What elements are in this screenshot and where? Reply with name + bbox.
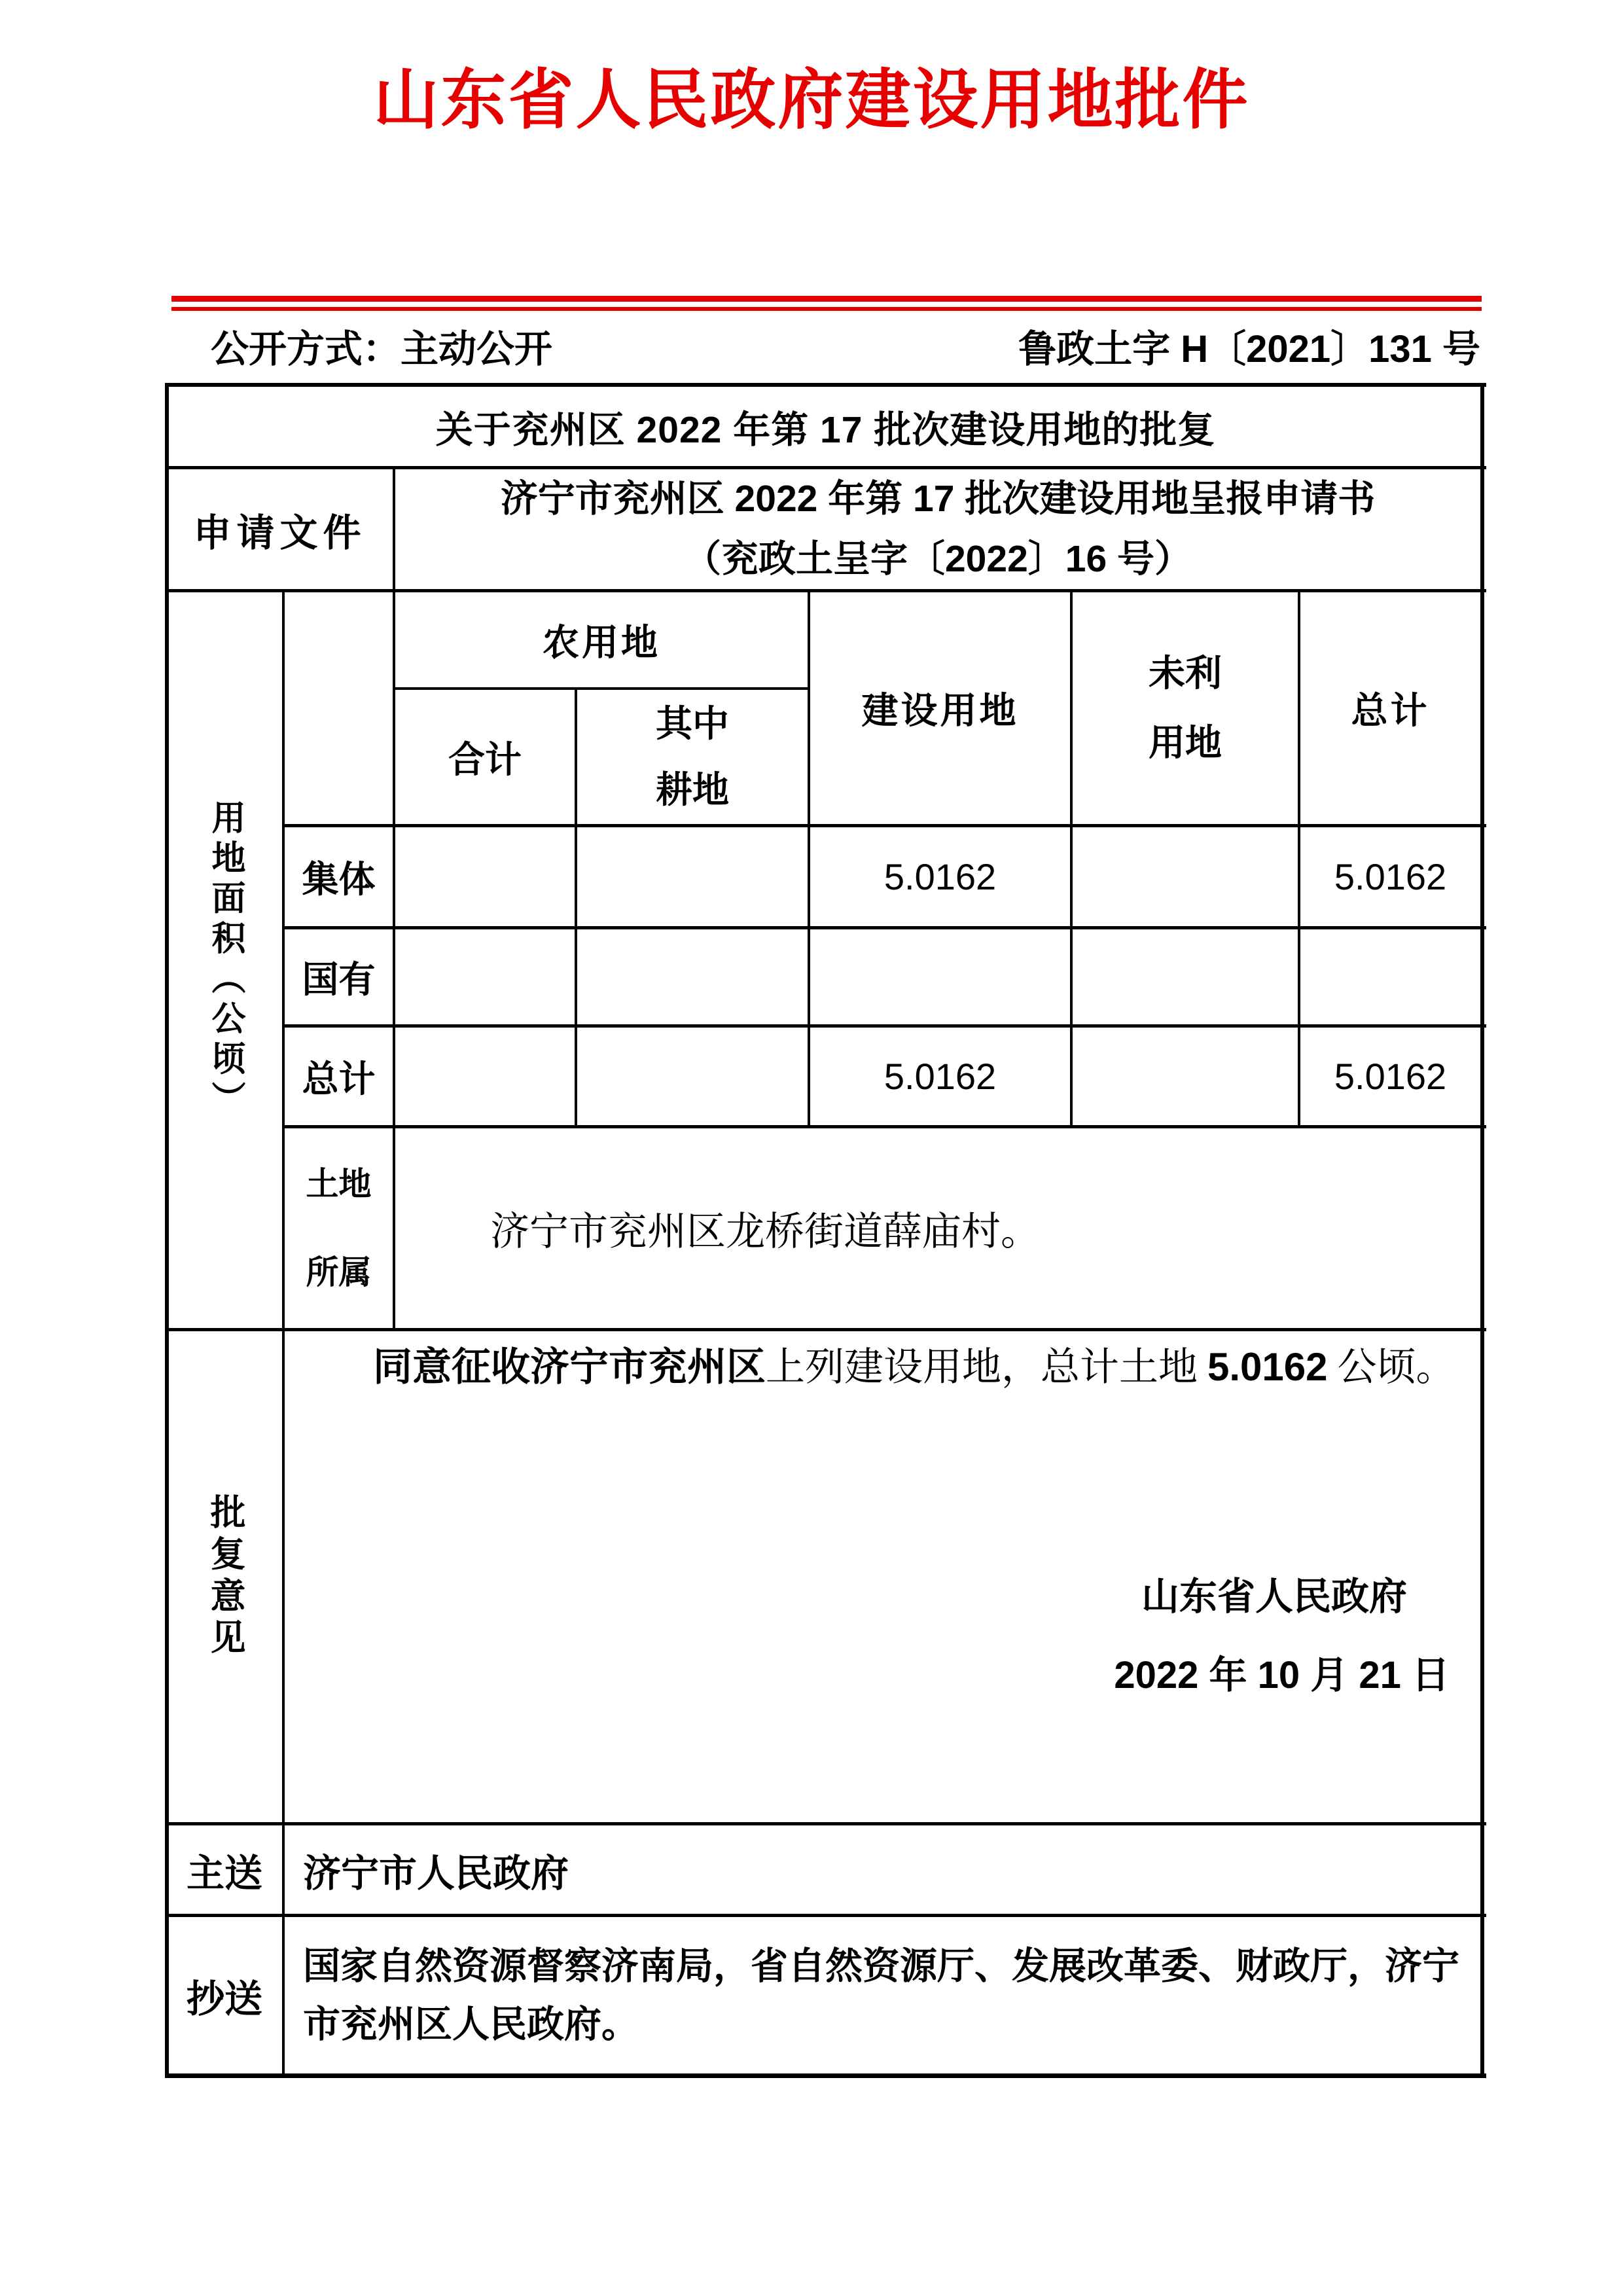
land-owner-content: 济宁市兖州区龙桥街道薛庙村。 xyxy=(490,1210,1040,1253)
header-unused-land xyxy=(1073,592,1298,824)
cell-total-construction: 5.0162 xyxy=(883,1056,997,1097)
red-rule-top xyxy=(171,296,1482,302)
application-content xyxy=(395,469,1480,589)
header-unused-line1: 未利 xyxy=(1149,652,1222,694)
land-owner-label xyxy=(285,1128,393,1328)
cell-state-construction xyxy=(810,929,1070,1024)
header-total: 总计 xyxy=(1351,690,1430,731)
document-number: 鲁政土字 H〔2021〕131 号 xyxy=(1018,328,1480,370)
header-cultivated-line2: 耕地 xyxy=(656,768,729,810)
header-construction-land: 建设用地 xyxy=(861,690,1019,731)
application-line1: 济宁市兖州区 2022 年第 17 批次建设用地呈报申请书 xyxy=(500,478,1376,520)
application-line2: （兖政土呈字〔2022〕16 号） xyxy=(683,537,1192,580)
cell-total-cultivated xyxy=(577,1028,808,1125)
cc-line2: 市兖州区人民政府。 xyxy=(303,2003,639,2045)
cell-collective-unused xyxy=(1073,827,1298,926)
application-label: 申请文件 xyxy=(193,511,366,554)
cc-content xyxy=(285,1917,1481,2073)
publicity-mode: 公开方式：主动公开 xyxy=(211,328,553,370)
header-subtotal: 合计 xyxy=(448,738,522,780)
approval-sentence xyxy=(373,1338,1479,1396)
header-cultivated-line1: 其中 xyxy=(656,702,729,744)
land-owner-label-line1: 土地 xyxy=(306,1165,372,1202)
cell-total-unused xyxy=(1073,1028,1298,1125)
header-agricultural-land: 农用地 xyxy=(543,621,660,663)
approval-signer: 山东省人民政府 xyxy=(1141,1575,1407,1618)
cell-collective-total: 5.0162 xyxy=(1334,856,1447,897)
row-collective-label: 集体 xyxy=(302,858,376,900)
approval-seg-bold1: 同意征收济宁市兖州区 xyxy=(373,1345,766,1389)
table-doc-title: 关于兖州区 2022 年第 17 批次建设用地的批复 xyxy=(435,408,1216,451)
row-line xyxy=(165,1328,1486,1331)
cc-line1: 国家自然资源督察济南局，省自然资源厅、发展改革委、财政厅，济宁 xyxy=(303,1945,1459,1988)
cell-state-total xyxy=(1300,929,1480,1024)
header-cultivated xyxy=(577,690,808,824)
approval-seg-thin1: 上列建设用地，总计土地 xyxy=(766,1346,1207,1389)
approval-seg-bold2: 5.0162 xyxy=(1207,1345,1328,1389)
area-label: 用地面积（公顷） xyxy=(206,799,244,1121)
approval-date: 2022 年 10 月 21 日 xyxy=(1114,1654,1450,1696)
approval-seg-thin2: 公顷。 xyxy=(1327,1346,1455,1389)
header-unused-line2: 用地 xyxy=(1149,722,1222,763)
cell-collective-cultivated xyxy=(577,827,808,926)
main-recipient-label: 主送 xyxy=(186,1852,262,1895)
main-recipient-content: 济宁市人民政府 xyxy=(303,1852,569,1895)
cell-collective-construction: 5.0162 xyxy=(883,856,997,897)
row-state-label: 国有 xyxy=(302,958,376,1000)
row-total-label: 总计 xyxy=(302,1058,376,1100)
cell-total-total: 5.0162 xyxy=(1334,1056,1447,1097)
page-title: 山东省人民政府建设用地批件 xyxy=(373,64,1250,137)
approval-label: 批复意见 xyxy=(205,1493,245,1660)
cell-total-subtotal xyxy=(395,1028,575,1125)
red-rule-bottom xyxy=(171,307,1482,311)
table-border-bottom xyxy=(165,2073,1486,2078)
land-owner-label-line2: 所属 xyxy=(306,1253,372,1291)
cell-collective-subtotal xyxy=(395,827,575,926)
cc-label: 抄送 xyxy=(186,1977,262,2020)
